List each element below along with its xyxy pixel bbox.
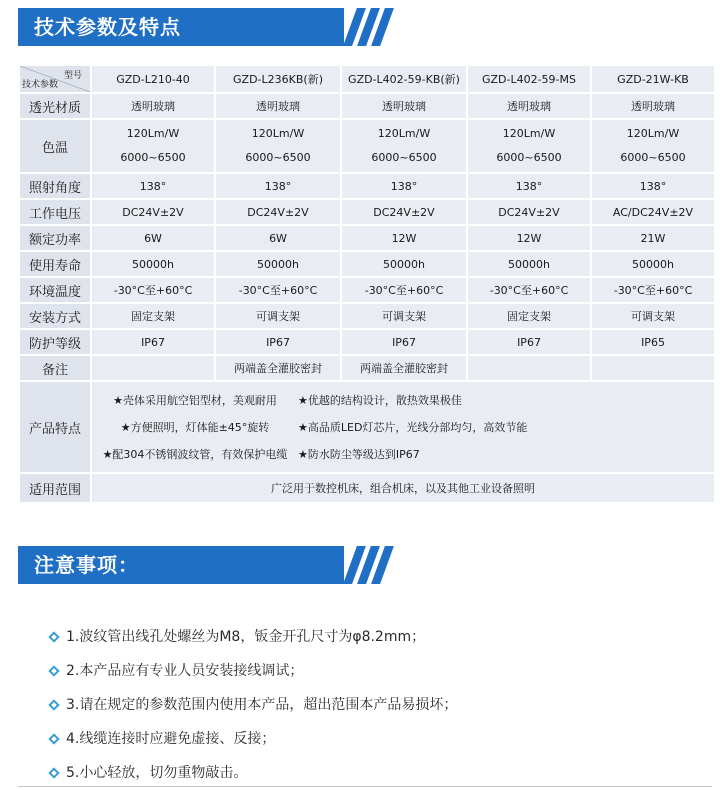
row-label: 防护等级 [20,330,90,354]
diamond-icon [48,699,59,710]
section-title-specs [18,8,344,46]
table-cell: AC/DC24V±2V [592,200,714,224]
feature-item: ★防水防尘等级达到IP67 [298,448,420,461]
table-cell: 138° [342,174,466,198]
features-cell [92,382,714,472]
feature-item: ★配304不锈钢波纹管，有效保护电缆 [102,448,288,461]
row-label: 色温 [20,120,90,172]
table-cell: IP67 [468,330,590,354]
corner-param-label: 技术参数 [22,80,59,90]
table-cell: 可调支架 [592,304,714,328]
feature-item: ★高品质LED灯芯片，光线分部均匀，高效节能 [298,421,528,434]
table-cell: 138° [592,174,714,198]
row-label: 照射角度 [20,174,90,198]
row-label: 产品特点 [20,382,90,472]
note-text: 5.小心轻放，切勿重物敲击。 [66,765,248,781]
diamond-icon [48,665,59,676]
table-cell: 138° [216,174,340,198]
table-cell: -30°C至+60°C [216,278,340,302]
note-text: 1.波纹管出线孔处螺丝为M8，钣金开孔尺寸为φ8.2mm； [66,629,426,645]
table-row [20,304,714,328]
table-cell: 两端盖全灌胶密封 [342,356,466,380]
table-row [20,200,714,224]
table-cell: DC24V±2V [92,200,214,224]
diamond-icon [48,631,59,642]
model-header: GZD-L402-59-KB(新) [342,66,466,92]
table-row [20,330,714,354]
row-label: 适用范围 [20,474,90,502]
spec-table [18,64,716,504]
table-cell: 固定支架 [92,304,214,328]
table-cell: DC24V±2V [342,200,466,224]
table-cell: 120Lm/W 6000~6500 [468,120,590,172]
table-cell: 12W [342,226,466,250]
table-cell: -30°C至+60°C [468,278,590,302]
table-cell: -30°C至+60°C [342,278,466,302]
list-item [50,756,457,790]
table-cell: 12W [468,226,590,250]
table-cell [468,356,590,380]
section-title-text: 技术参数及特点 [34,15,181,39]
table-corner-cell [20,66,90,92]
row-label: 安装方式 [20,304,90,328]
table-row [20,356,714,380]
section-title-notes [18,546,344,584]
model-header: GZD-21W-KB [592,66,714,92]
table-cell: 50000h [592,252,714,276]
table-cell: IP65 [592,330,714,354]
table-cell: 138° [468,174,590,198]
row-label: 使用寿命 [20,252,90,276]
notes-list [50,620,457,790]
feature-line [92,387,714,414]
feature-item: ★方便照明，灯体能±45°旋转 [120,421,270,434]
table-cell: 固定支架 [468,304,590,328]
row-label: 环境温度 [20,278,90,302]
table-cell: DC24V±2V [216,200,340,224]
table-cell [92,356,214,380]
diamond-icon [48,767,59,778]
table-row-scope [20,474,714,502]
table-cell: 可调支架 [342,304,466,328]
table-cell: 138° [92,174,214,198]
table-cell: IP67 [216,330,340,354]
feature-line [92,414,714,441]
table-cell: -30°C至+60°C [92,278,214,302]
table-cell: 21W [592,226,714,250]
row-label: 额定功率 [20,226,90,250]
model-header: GZD-L236KB(新) [216,66,340,92]
diamond-icon [48,733,59,744]
table-cell: DC24V±2V [468,200,590,224]
list-item [50,654,457,688]
table-row [20,278,714,302]
table-cell: 透明玻璃 [468,94,590,118]
table-cell: IP67 [92,330,214,354]
table-row [20,94,714,118]
table-cell: 50000h [342,252,466,276]
list-item [50,688,457,722]
table-row [20,252,714,276]
table-cell: 50000h [468,252,590,276]
scope-cell: 广泛用于数控机床，组合机床，以及其他工业设备照明 [92,474,714,502]
row-label: 备注 [20,356,90,380]
table-cell: 6W [92,226,214,250]
table-cell: -30°C至+60°C [592,278,714,302]
list-item [50,620,457,654]
table-row-features [20,382,714,472]
feature-line [92,441,714,468]
table-row [20,226,714,250]
table-cell: 透明玻璃 [92,94,214,118]
row-label: 透光材质 [20,94,90,118]
table-header-row [20,66,714,92]
table-cell: 透明玻璃 [592,94,714,118]
table-cell: 50000h [216,252,340,276]
table-cell: 透明玻璃 [216,94,340,118]
table-cell: 120Lm/W 6000~6500 [592,120,714,172]
table-cell: 可调支架 [216,304,340,328]
note-text: 3.请在规定的参数范围内使用本产品，超出范围本产品易损坏； [66,697,458,713]
table-row-color-temp [20,120,714,172]
feature-item: ★优越的结构设计，散热效果极佳 [298,394,462,407]
table-cell: 两端盖全灌胶密封 [216,356,340,380]
feature-item: ★壳体采用航空铝型材，美观耐用 [113,394,277,407]
table-row [20,174,714,198]
row-label: 工作电压 [20,200,90,224]
table-cell: 120Lm/W 6000~6500 [216,120,340,172]
section-title-text: 注意事项： [34,553,139,577]
model-header: GZD-L210-40 [92,66,214,92]
table-cell: 120Lm/W 6000~6500 [92,120,214,172]
note-text: 2.本产品应有专业人员安装接线调试； [66,663,304,679]
bottom-divider [18,786,712,787]
corner-model-label: 型号 [63,71,82,81]
table-cell: 透明玻璃 [342,94,466,118]
note-text: 4.线缆连接时应避免虚接、反接； [66,731,276,747]
table-cell: 6W [216,226,340,250]
table-cell [592,356,714,380]
model-header: GZD-L402-59-MS [468,66,590,92]
table-cell: IP67 [342,330,466,354]
table-cell: 120Lm/W 6000~6500 [342,120,466,172]
list-item [50,722,457,756]
table-cell: 50000h [92,252,214,276]
